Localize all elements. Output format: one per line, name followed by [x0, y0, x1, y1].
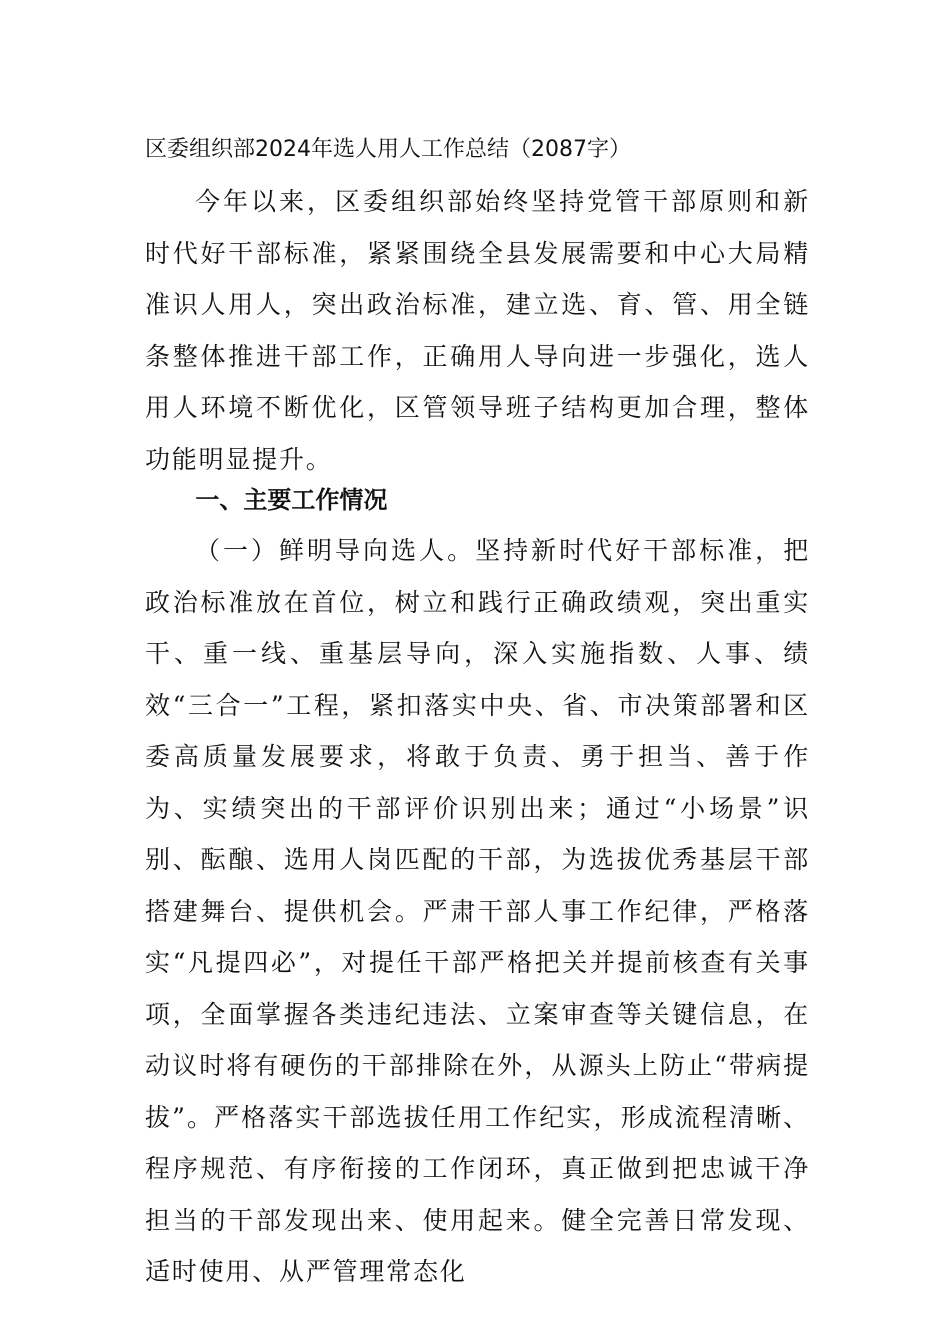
section-paragraph: （一）鲜明导向选人。坚持新时代好干部标准，把政治标准放在首位，树立和践行正确政绩观，突出重实干、重一线、重基层导向，深入实施指数、人事、绩效“三合一”工程，紧扣落实中央、省、市决策部署和区委高质量发展要求，将敢于负责、勇于担当、善于作为、实绩突出的干部评价识别出来；通过“小场景”识别、酝酿、选用人岗匹配的干部，为选拔优秀基层干部搭建舞台、提供机会。严肃干部人事工作纪律，严格落实“凡提四必”，对提任干部严格把关并提前核查有关事项，全面掌握各类违纪违法、立案审查等关键信息，在动议时将有硬伤的干部排除在外，从源头上防止“带病提拔”。严格落实干部选拔任用工作纪实，形成流程清晰、程序规范、有序衔接的工作闭环，真正做到把忠诚干净担当的干部发现出来、使用起来。健全完善日常发现、适时使用、从严管理常态化	[145, 536, 810, 1286]
section-heading: 一、主要工作情况	[195, 486, 388, 514]
intro-paragraph: 今年以来，区委组织部始终坚持党管干部原则和新时代好干部标准，紧紧围绕全县发展需要和中心大局精准识人用人，突出政治标准，建立选、育、管、用全链条整体推进干部工作，正确用人导向进一步强化，选人用人环境不断优化，区管领导班子结构更加合理，整体功能明显提升。	[145, 187, 810, 474]
document-title: 区委组织部2024年选人用人工作总结（2087字）	[145, 137, 631, 162]
